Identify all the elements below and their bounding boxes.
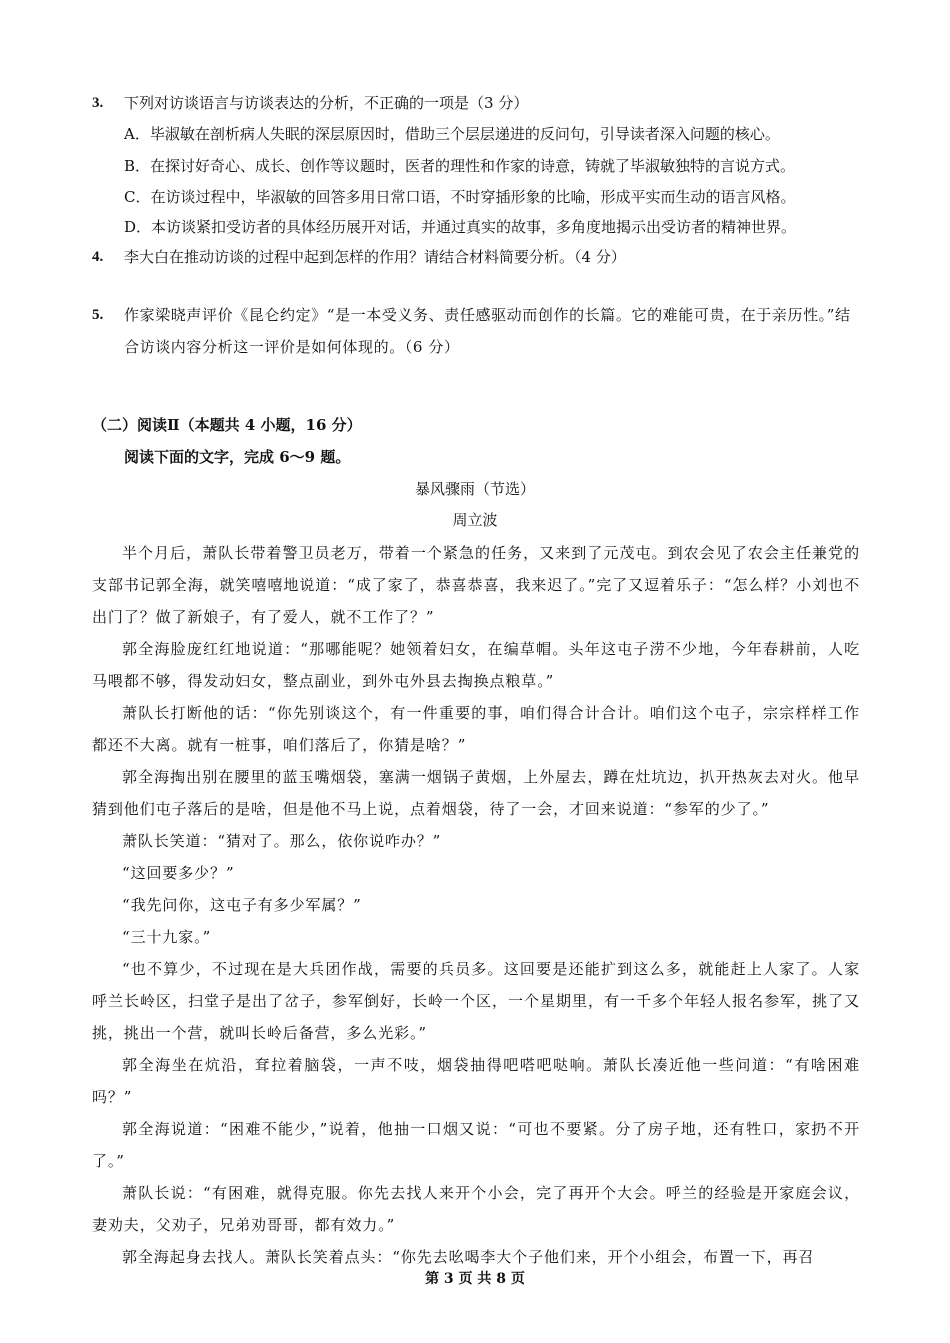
section-title: （二）阅读Ⅱ（本题共 4 小题，16 分） (92, 416, 362, 434)
option-c: C．在访谈过程中，毕淑敏的回答多用日常口语，不时穿插形象的比喻，形成平实而生动的语言风格。 (124, 188, 796, 206)
paragraph: “我先问你，这屯子有多少军属？” (122, 896, 362, 914)
question-number: 3. (92, 95, 104, 111)
paragraph: 萧队长打断他的话：“你先别谈这个，有一件重要的事，咱们得合计合计。咱们这个屯子，宗宗样样工作都还不大离。就有一桩事，咱们落后了，你猜是啥？” (92, 704, 860, 754)
paragraph: 郭全海脸庞红红地说道：“那哪能呢？她领着妇女，在编草帽。头年这屯子涝不少地，今年春耕前，人吃马喂都不够，得发动妇女，整点副业，到外屯外县去掏换点粮草。” (92, 640, 860, 690)
paragraph: “三十九家。” (122, 928, 212, 946)
question-number: 4. (92, 249, 104, 265)
question-number: 5. (92, 307, 104, 323)
article-author: 周立波 (452, 511, 498, 529)
option-a: A．毕淑敏在剖析病人失眠的深层原因时，借助三个层层递进的反问句，引导读者深入问题的核心。 (124, 125, 780, 143)
paragraph: 半个月后，萧队长带着警卫员老万，带着一个紧急的任务，又来到了元茂屯。到农会见了农会主任兼党的支部书记郭全海，就笑嘻嘻地说道：“成了家了，恭喜恭喜，我来迟了。”完了又逗着乐子：“怎么样？小刘也不出门了？做了新娘子，有了爱人，就不工作了？” (92, 544, 860, 626)
paragraph: 郭全海坐在炕沿，耷拉着脑袋，一声不吱，烟袋抽得吧嗒吧哒响。萧队长凑近他一些问道：“有啥困难吗？” (92, 1056, 860, 1106)
paragraph: 郭全海说道：“困难不能少，”说着，他抽一口烟又说：“可也不要紧。分了房子地，还有牲口，家扔不开了。” (92, 1120, 860, 1170)
question-stem: 李大白在推动访谈的过程中起到怎样的作用？请结合材料简要分析。（4 分） (124, 248, 626, 266)
paragraph: 郭全海掏出别在腰里的蓝玉嘴烟袋，塞满一烟锅子黄烟，上外屋去，蹲在灶坑边，扒开热灰去对火。他早猜到他们屯子落后的是啥，但是他不马上说，点着烟袋，待了一会，才回来说道：“参军的少了。” (92, 768, 860, 818)
paragraph: “也不算少，不过现在是大兵团作战，需要的兵员多。这回要是还能扩到这么多，就能赶上人家了。人家呼兰长岭区，扫堂子是出了岔子，参军倒好，长岭一个区，一个星期里，有一千多个年轻人报名参军，挑了又挑，挑出一个营，就叫长岭后备营，多么光彩。” (92, 960, 860, 1042)
paragraph: 萧队长笑道：“猜对了。那么，依你说咋办？” (122, 832, 442, 850)
page-footer: 第 3 页 共 8 页 (425, 1271, 525, 1287)
question-stem: 作家梁晓声评价《昆仑约定》“是一本受义务、责任感驱动而创作的长篇。它的难能可贵，在于亲历性。”结合访谈内容分析这一评价是如何体现的。（6 分） (124, 306, 851, 356)
option-b: B．在探讨好奇心、成长、创作等议题时，医者的理性和作家的诗意，铸就了毕淑敏独特的言说方式。 (124, 157, 796, 175)
paragraph: “这回要多少？” (122, 864, 235, 882)
question-stem: 下列对访谈语言与访谈表达的分析，不正确的一项是（3 分） (124, 94, 529, 112)
paragraph: 萧队长说：“有困难，就得克服。你先去找人来开个小会，完了再开个大会。呼兰的经验是开家庭会议，妻劝夫，父劝子，兄弟劝哥哥，都有效力。” (92, 1184, 860, 1234)
option-d: D．本访谈紧扣受访者的具体经历展开对话，并通过真实的故事，多角度地揭示出受访者的精神世界。 (124, 218, 797, 236)
paragraph: 郭全海起身去找人。萧队长笑着点头：“你先去吆喝李大个子他们来，开个小组会，布置一下，再召 (122, 1248, 815, 1266)
article-body (92, 537, 860, 1273)
section-instruction: 阅读下面的文字，完成 6～9 题。 (124, 448, 351, 466)
article-title: 暴风骤雨（节选） (414, 480, 535, 498)
